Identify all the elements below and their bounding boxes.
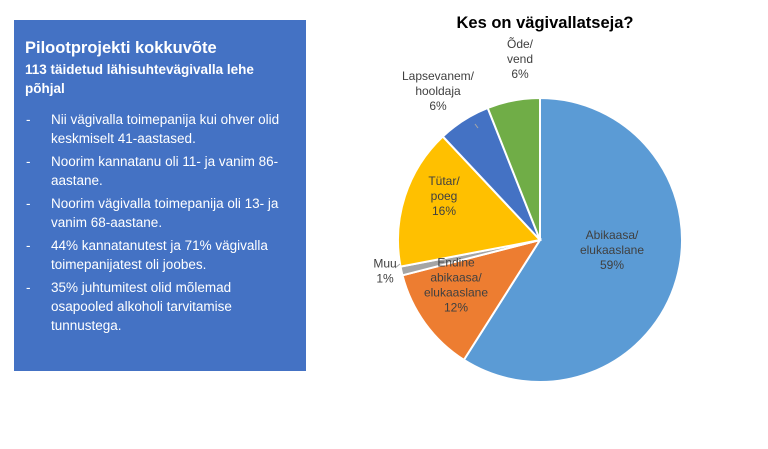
bullet-dash: - [26,196,31,211]
bullet-dash: - [26,112,31,127]
summary-title: Pilootprojekti kokkuvõte [25,39,217,57]
summary-item-text: 35% juhtumitest olid mõlemad osapooled alkoholi tarvitamise tunnustega. [51,280,232,333]
bullet-dash: - [26,280,31,295]
data-label-lapsevanem: Lapsevanem/ hooldaja 6% [401,69,475,113]
summary-item-text: Noorim vägivalla toimepanija oli 13- ja vanim 68-aastane. [51,196,279,230]
data-label-tutar-poeg: Tütar/ poeg 16% [428,174,460,218]
chart-title: Kes on vägivallatseja? [456,14,634,32]
data-label-endine-abikaasa: Endine abikaasa/ elukaaslane 12% [423,255,489,315]
summary-item-text: 44% kannatanutest ja 71% vägivalla toimepanijatest oli joobes. [51,238,268,272]
data-label-ode-vend: Õde/ vend 6% [506,37,534,81]
summary-subtitle: 113 täidetud lähisuhtevägivalla lehe põhjal [25,62,254,96]
summary-item-text: Nii vägivalla toimepanija kui ohver olid keskmiselt 41-aastased. [51,112,280,146]
summary-item-text: Noorim kannatanu oli 11- ja vanim 86-aastane. [51,154,279,188]
data-label-muu: Muu 1% [373,256,397,286]
bullet-dash: - [26,154,31,169]
data-label-abikaasa: Abikaasa/ elukaaslane 59% [579,228,645,272]
bullet-dash: - [26,238,31,253]
